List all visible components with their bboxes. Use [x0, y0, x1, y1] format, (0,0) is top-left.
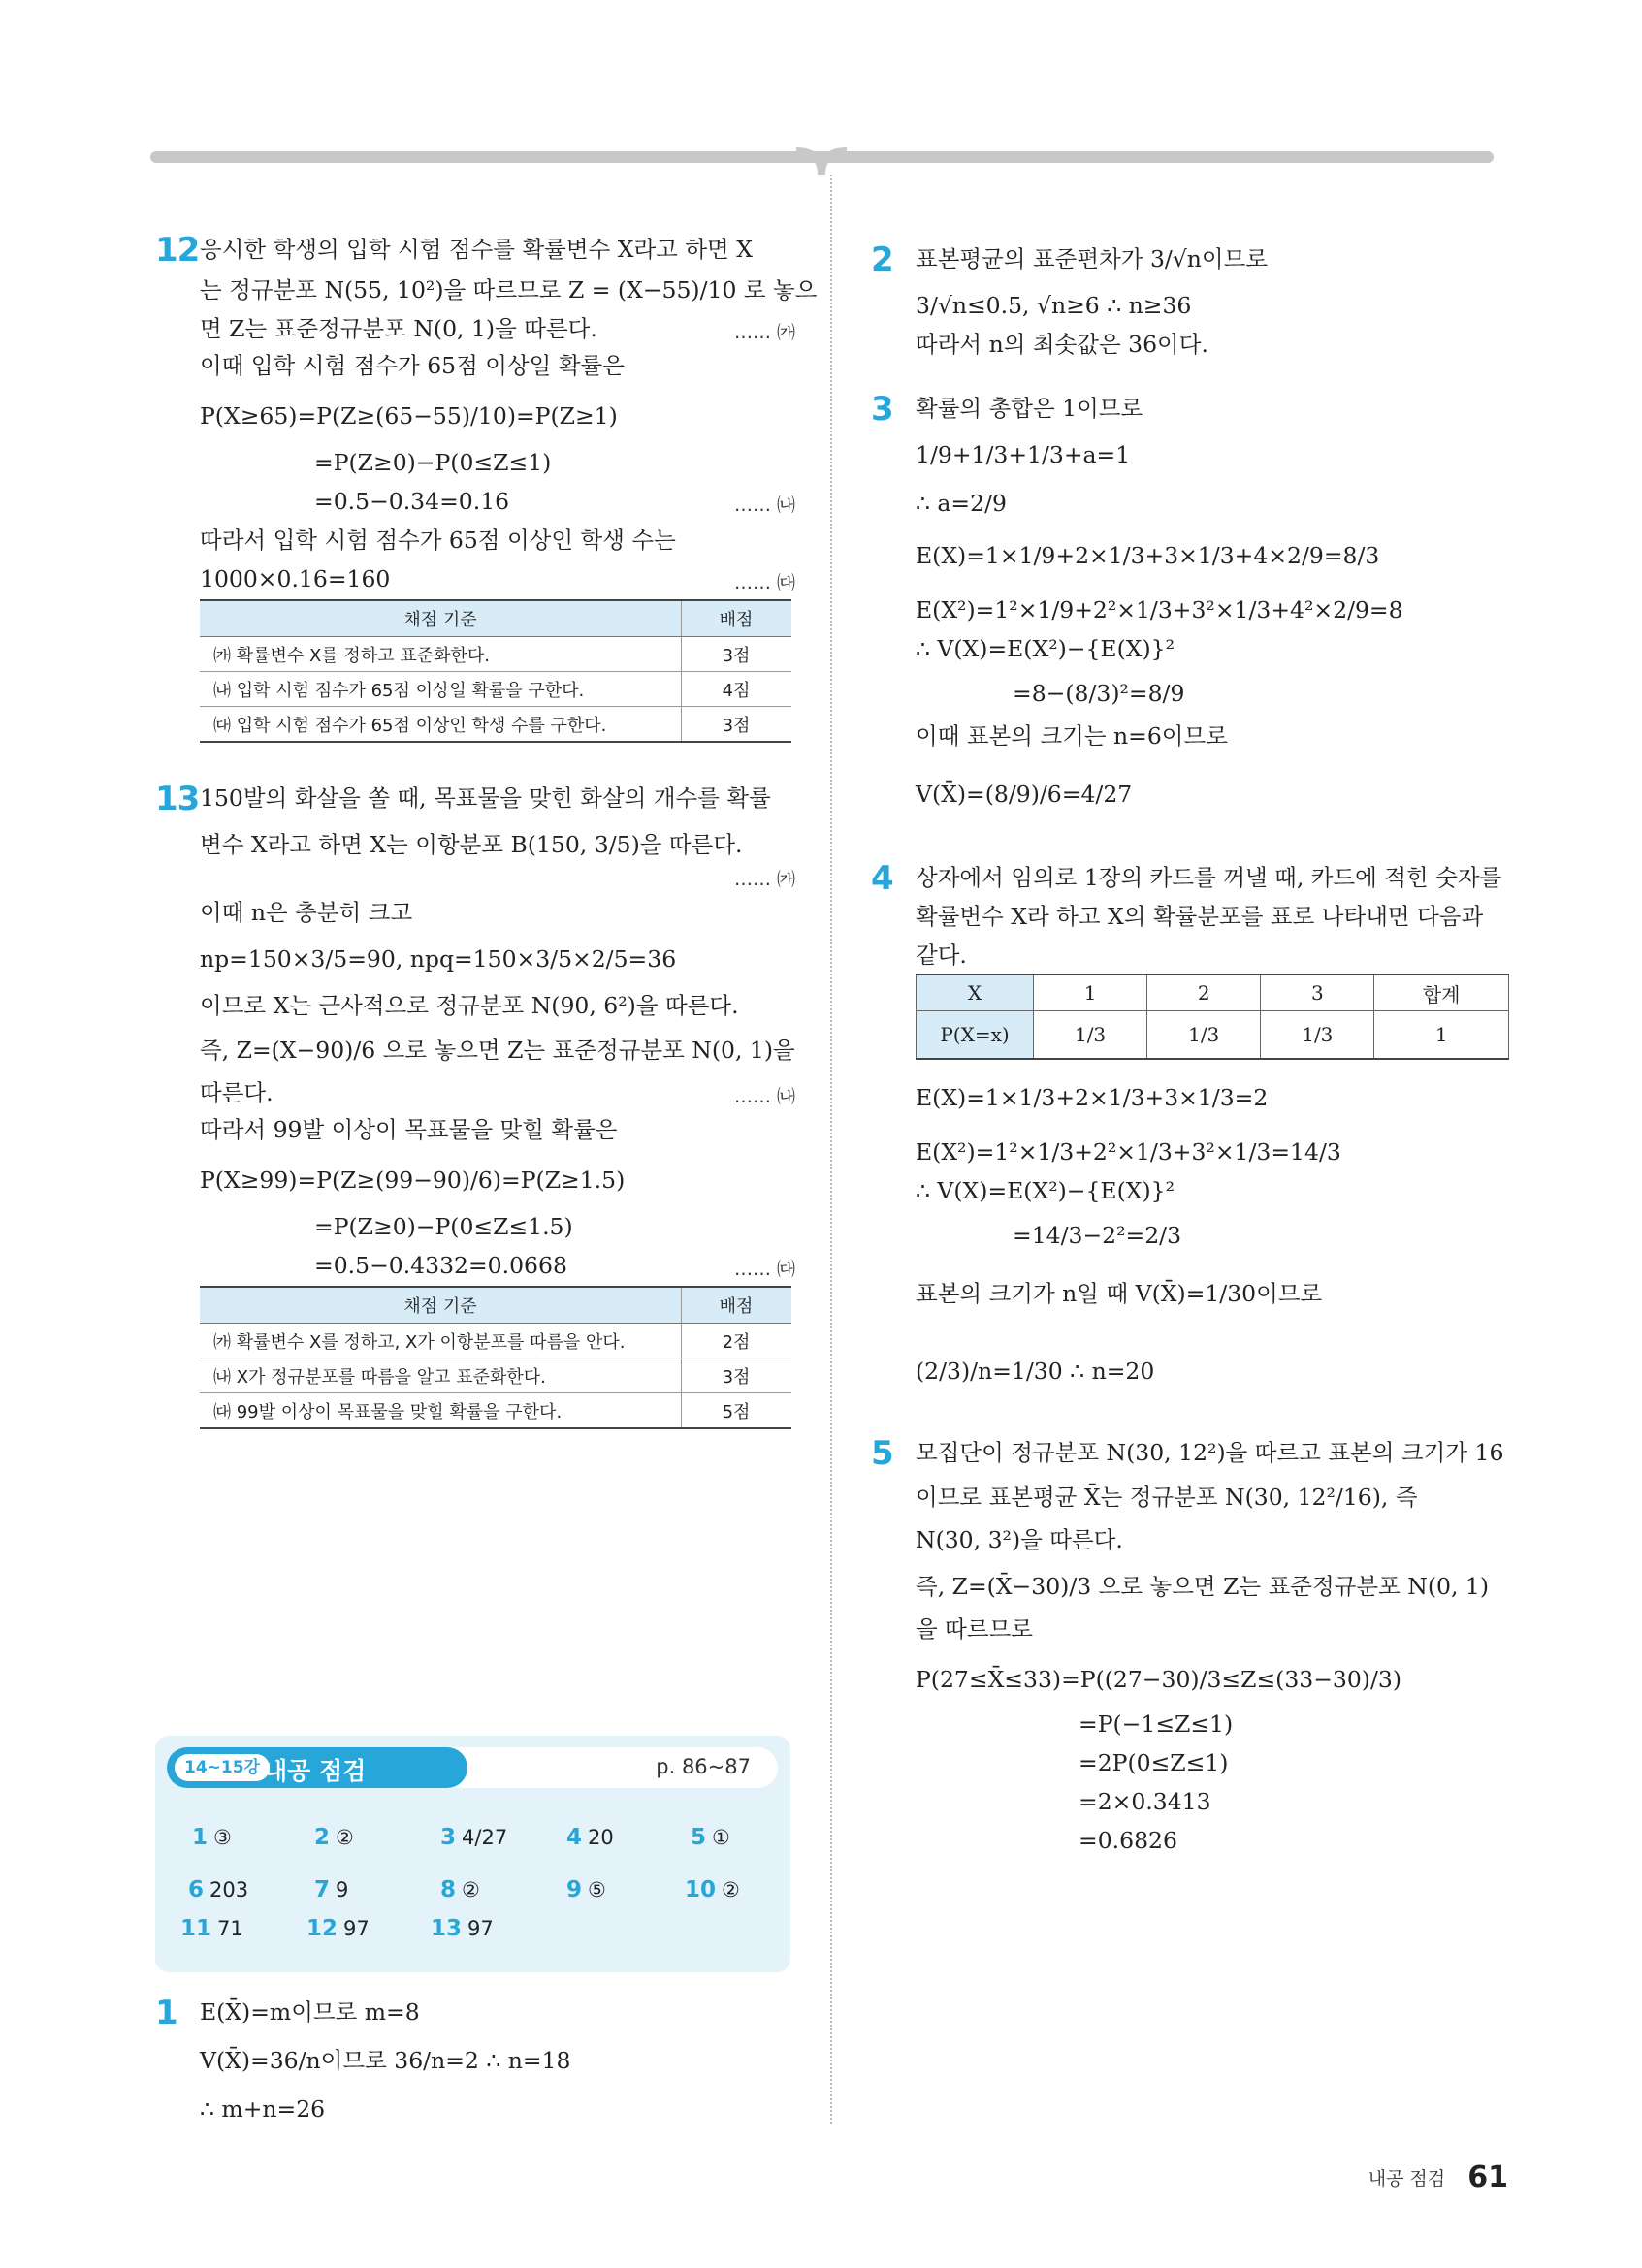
- problem-number: 3: [871, 390, 893, 429]
- table-row: [200, 707, 791, 743]
- table-row: [917, 1011, 1509, 1060]
- answer-item: 7 9: [314, 1877, 349, 1902]
- solution-line: 150발의 화살을 쏠 때, 목표물을 맞힌 화살의 개수를 확률: [200, 784, 771, 812]
- math-line: =0.5−0.34=0.16: [314, 488, 510, 515]
- answer-key-panel: [155, 1736, 790, 1972]
- solution-line: 표본의 크기가 n일 때 V(X̄)=1/30이므로: [916, 1280, 1323, 1307]
- answer-item: 9 ⑤: [566, 1877, 606, 1902]
- solution-line: 면 Z는 표준정규분포 N(0, 1)을 따른다.: [200, 315, 597, 342]
- table-cell: ㈐ 99발 이상이 목표물을 맞힐 확률을 구한다.: [200, 1393, 682, 1429]
- solution-line: 상자에서 임의로 1장의 카드를 꺼낼 때, 카드에 적힌 숫자를: [916, 864, 1502, 891]
- grading-table-12: [200, 599, 791, 743]
- grading-table-13: [200, 1286, 791, 1429]
- problem-1-block: [155, 1996, 790, 2122]
- page-reference: p. 86~87: [656, 1755, 751, 1778]
- problem-3: [871, 390, 1516, 808]
- solution-line: 따른다.: [200, 1079, 274, 1106]
- solution-line: 같다.: [916, 942, 967, 969]
- solution-line: 즉, Z=(X̄−30)/3 으로 놓으면 Z는 표준정규분포 N(0, 1): [916, 1573, 1490, 1600]
- solution-line: 이므로 X는 근사적으로 정규분포 N(90, 6²)을 따른다.: [200, 992, 739, 1019]
- answer-key-header: [167, 1747, 778, 1788]
- table-header: X: [917, 974, 1034, 1011]
- solution-line: 이때 n은 충분히 크고: [200, 899, 413, 926]
- table-cell: 1: [1034, 974, 1147, 1011]
- problem-number: 1: [155, 1994, 177, 2032]
- left-column: [155, 231, 818, 1429]
- answer-item: 6 203: [188, 1877, 249, 1902]
- answer-key-title-pill: [167, 1747, 467, 1788]
- math-line: V(X̄)=(8/9)/6=4/27: [916, 781, 1133, 808]
- table-header: P(X=x): [917, 1011, 1034, 1060]
- footer-section-label: 내공 점검: [1368, 2168, 1446, 2189]
- table-cell: ㈎ 확률변수 X를 정하고, X가 이항분포를 따름을 안다.: [200, 1324, 682, 1358]
- answer-item: 2 ②: [314, 1825, 354, 1850]
- problem-13: [155, 780, 795, 1429]
- math-line: =P(Z≥0)−P(0≤Z≤1.5): [314, 1213, 573, 1240]
- page-footer: [1368, 2160, 1508, 2194]
- math-line: =2×0.3413: [1079, 1788, 1211, 1815]
- right-column: [871, 242, 1516, 1853]
- math-line: P(X≥65)=P(Z≥(65−55)/10)=P(Z≥1): [200, 402, 618, 430]
- problem-2: [871, 240, 1516, 358]
- solution-line: 이때 표본의 크기는 n=6이므로: [916, 722, 1228, 750]
- table-row: [200, 1393, 791, 1429]
- math-line: 3/√n≤0.5, √n≥6 ∴ n≥36: [916, 292, 1192, 319]
- answer-item: 5 ①: [691, 1825, 730, 1850]
- step-tag: …… ㈏: [733, 1086, 795, 1107]
- math-line: P(X≥99)=P(Z≥(99−90)/6)=P(Z≥1.5): [200, 1166, 626, 1194]
- solution-line: 확률의 총합은 1이므로: [916, 395, 1143, 422]
- math-line: E(X²)=1²×1/9+2²×1/3+3²×1/3+4²×2/9=8: [916, 596, 1403, 623]
- table-cell: ㈐ 입학 시험 점수가 65점 이상인 학생 수를 구한다.: [200, 707, 682, 743]
- math-line: =14/3−2²=2/3: [1013, 1222, 1182, 1249]
- math-line: =2P(0≤Z≤1): [1079, 1749, 1229, 1776]
- solution-line: 이므로 표본평균 X̄는 정규분포 N(30, 12²/16), 즉: [916, 1484, 1418, 1511]
- math-line: 1/9+1/3+1/3+a=1: [916, 441, 1131, 468]
- math-line: np=150×3/5=90, npq=150×3/5×2/5=36: [200, 945, 677, 973]
- step-tag: …… ㈎: [733, 322, 795, 343]
- table-cell: 2: [1147, 974, 1261, 1011]
- probability-distribution-table: [916, 974, 1509, 1060]
- problem-12: [155, 231, 818, 743]
- math-line: =0.6826: [1079, 1827, 1177, 1854]
- table-cell: 3점: [682, 1358, 792, 1393]
- solution-line: 변수 X라고 하면 X는 이항분포 B(150, 3/5)을 따른다.: [200, 831, 743, 858]
- solution-line: 따라서 n의 최솟값은 36이다.: [916, 331, 1208, 358]
- solution-line: 따라서 99발 이상이 목표물을 맞힐 확률은: [200, 1116, 618, 1143]
- math-line: E(X²)=1²×1/3+2²×1/3+3²×1/3=14/3: [916, 1138, 1341, 1166]
- problem-4: [871, 859, 1516, 1385]
- math-line: =8−(8/3)²=8/9: [1013, 680, 1185, 707]
- solution-line: 이때 입학 시험 점수가 65점 이상일 확률은: [200, 352, 625, 379]
- solution-line: N(30, 3²)을 따른다.: [916, 1526, 1123, 1553]
- answer-key-title: 내공 점검: [264, 1757, 367, 1785]
- answer-item: 3 4/27: [440, 1825, 508, 1850]
- table-cell: 3: [1261, 974, 1374, 1011]
- step-tag: …… ㈎: [733, 869, 795, 890]
- lesson-badge: 14~15강: [175, 1754, 270, 1781]
- solution-line: 모집단이 정규분포 N(30, 12²)을 따르고 표본의 크기가 16: [916, 1439, 1504, 1466]
- table-header: 배점: [682, 1287, 792, 1324]
- table-row: [200, 1358, 791, 1393]
- table-header: 채점 기준: [200, 600, 682, 637]
- table-cell: 1/3: [1261, 1011, 1374, 1060]
- problem-5: [871, 1434, 1516, 1854]
- step-tag: …… ㈐: [733, 1259, 795, 1280]
- answer-item: 12 97: [306, 1916, 370, 1941]
- table-cell: 1/3: [1147, 1011, 1261, 1060]
- answer-item: 13 97: [431, 1916, 494, 1941]
- step-tag: …… ㈏: [733, 495, 795, 516]
- math-line: V(X̄)=36/n이므로 36/n=2 ∴ n=18: [200, 2047, 571, 2074]
- problem-number: 13: [155, 780, 200, 818]
- solution-line: 표본평균의 표준편차가 3/√n이므로: [916, 245, 1269, 272]
- table-row: [200, 1324, 791, 1358]
- solution-line: 즉, Z=(X−90)/6 으로 놓으면 Z는 표준정규분포 N(0, 1)을: [200, 1037, 795, 1064]
- math-line: ∴ m+n=26: [200, 2095, 326, 2123]
- table-cell: 5점: [682, 1393, 792, 1429]
- step-tag: …… ㈐: [733, 572, 795, 593]
- page-number: 61: [1467, 2160, 1508, 2194]
- answer-item: 10 ②: [685, 1877, 740, 1902]
- math-line: =0.5−0.4332=0.0668: [314, 1252, 567, 1279]
- table-cell: 3점: [682, 707, 792, 743]
- solution-line: 을 따르므로: [916, 1615, 1033, 1643]
- problem-1: [155, 1994, 790, 2123]
- answer-item: 8 ②: [440, 1877, 480, 1902]
- solution-line: 따라서 입학 시험 점수가 65점 이상인 학생 수는: [200, 527, 676, 554]
- center-notch-ornament: [796, 145, 847, 175]
- math-line: =P(−1≤Z≤1): [1079, 1710, 1234, 1738]
- math-line: P(27≤X̄≤33)=P((27−30)/3≤Z≤(33−30)/3): [916, 1666, 1402, 1693]
- problem-number: 5: [871, 1434, 893, 1473]
- math-line: ∴ V(X)=E(X²)−{E(X)}²: [916, 1177, 1175, 1204]
- table-row: [917, 974, 1509, 1011]
- table-cell: 4점: [682, 672, 792, 707]
- math-line: E(X)=1×1/9+2×1/3+3×1/3+4×2/9=8/3: [916, 542, 1380, 569]
- math-line: ∴ a=2/9: [916, 490, 1007, 517]
- table-header: 배점: [682, 600, 792, 637]
- math-line: ∴ V(X)=E(X²)−{E(X)}²: [916, 635, 1175, 662]
- math-line: E(X)=1×1/3+2×1/3+3×1/3=2: [916, 1084, 1269, 1111]
- table-cell: 1: [1374, 1011, 1509, 1060]
- table-row: [200, 637, 791, 672]
- answer-item: 11 71: [180, 1916, 243, 1941]
- table-cell: ㈎ 확률변수 X를 정하고 표준화한다.: [200, 637, 682, 672]
- table-cell: ㈏ 입학 시험 점수가 65점 이상일 확률을 구한다.: [200, 672, 682, 707]
- table-cell: 3점: [682, 637, 792, 672]
- table-cell: ㈏ X가 정규분포를 따름을 알고 표준화한다.: [200, 1358, 682, 1393]
- column-divider: [830, 175, 832, 2124]
- solution-line: 응시한 학생의 입학 시험 점수를 확률변수 X라고 하면 X: [200, 236, 753, 263]
- solution-line: 확률변수 X라 하고 X의 확률분포를 표로 나타내면 다음과: [916, 903, 1484, 930]
- problem-number: 12: [155, 231, 200, 270]
- math-line: 1000×0.16=160: [200, 565, 391, 592]
- math-line: =P(Z≥0)−P(0≤Z≤1): [314, 449, 552, 476]
- answer-item: 4 20: [566, 1825, 614, 1850]
- solution-line: 는 정규분포 N(55, 10²)을 따르므로 Z = (X−55)/10 로 놓으: [200, 276, 818, 303]
- table-row: [200, 672, 791, 707]
- math-line: (2/3)/n=1/30 ∴ n=20: [916, 1358, 1155, 1385]
- problem-number: 4: [871, 859, 893, 898]
- table-header: 채점 기준: [200, 1287, 682, 1324]
- answer-item: 1 ③: [192, 1825, 232, 1850]
- table-cell: 2점: [682, 1324, 792, 1358]
- math-line: E(X̄)=m이므로 m=8: [200, 1998, 420, 2026]
- table-cell: 합계: [1374, 974, 1509, 1011]
- problem-number: 2: [871, 240, 893, 279]
- table-cell: 1/3: [1034, 1011, 1147, 1060]
